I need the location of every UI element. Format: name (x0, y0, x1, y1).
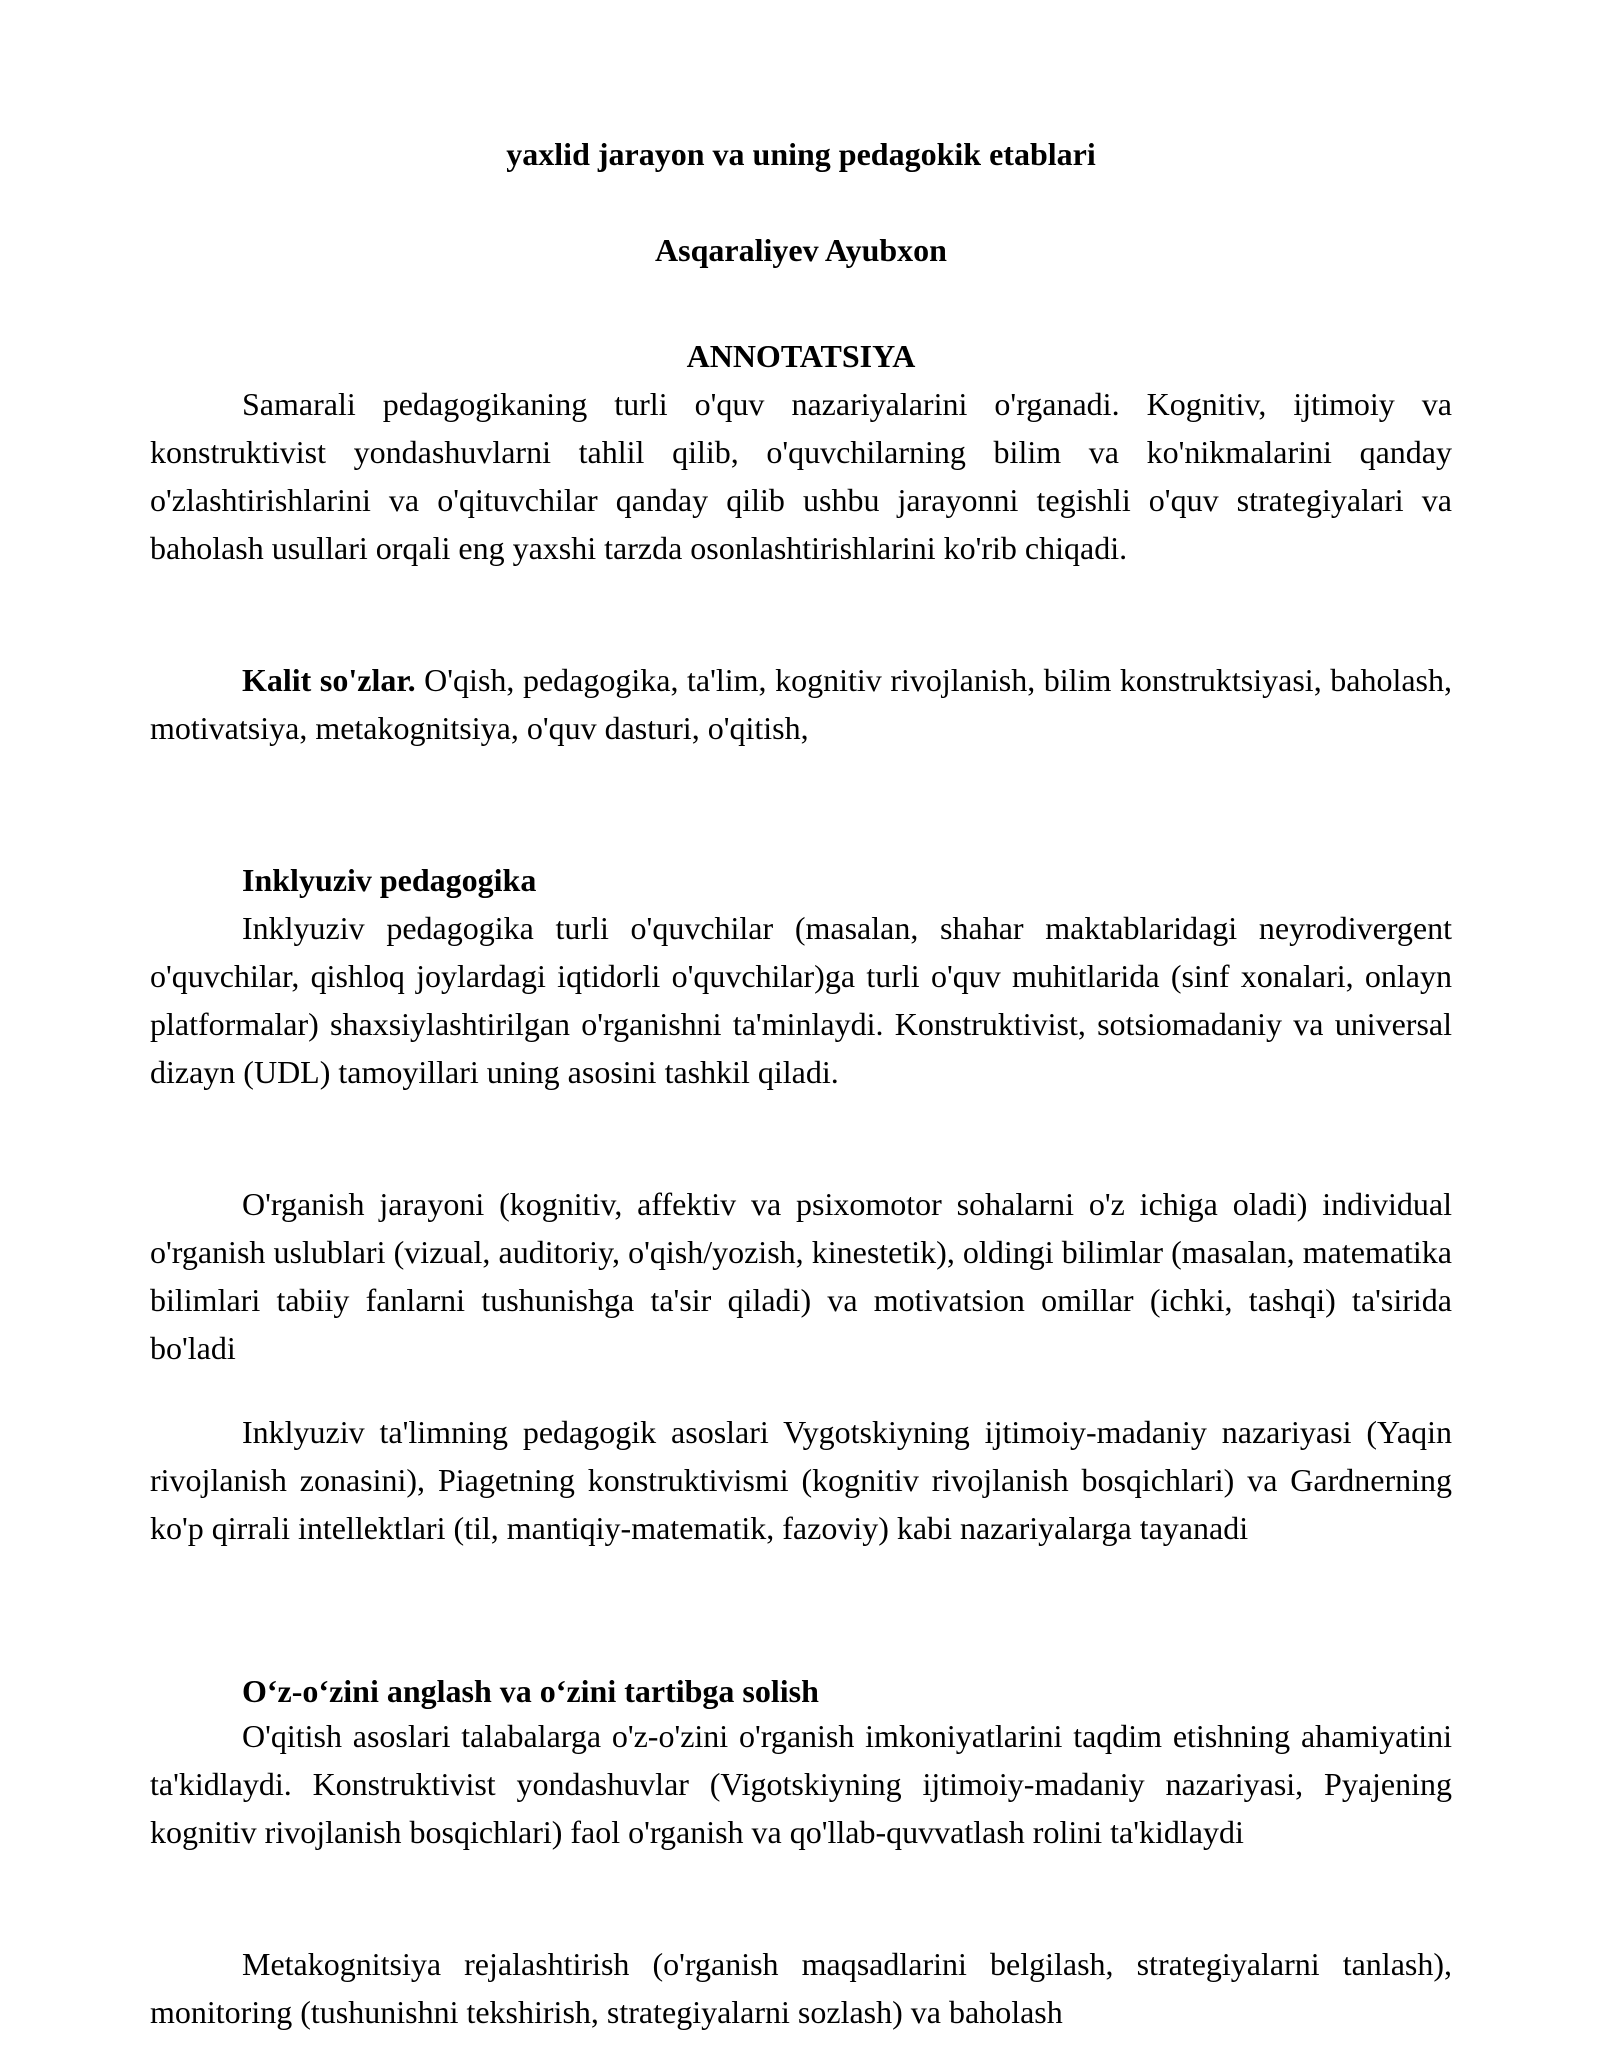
keywords-paragraph (150, 656, 1452, 752)
section-heading-self-regulation: O‘z-o‘zini anglash va o‘zini tartibga solish (242, 1673, 819, 1709)
inclusive-paragraph-1: Inklyuziv pedagogika turli o'quvchilar (masalan, shahar maktablaridagi neyrodivergent o'quvchilar, qishloq joylardagi iqtidorli o'quvchilar)ga turli o'quv muhitlarida (sinf xonalari, onlayn platformalar) shaxsiylashtirilgan o'rganishni ta'minlaydi. Konstruktivist, sotsiomadaniy va universal dizayn (UDL) tamoyillari uning asosini tashkil qiladi. (150, 910, 1452, 1090)
self-regulation-paragraph-1: O'qitish asoslari talabalarga o'z-o'zini o'rganish imkoniyatlarini taqdim etishning ahamiyatini ta'kidlaydi. Konstruktivist yondashuvlar (Vigotskiyning ijtimoiy-madaniy nazariyasi, Pyajening kognitiv rivojlanish bosqichlari) faol o'rganish va qo'llab-quvvatlash rolini ta'kidlaydi (150, 1718, 1452, 1850)
inclusive-paragraph-2: O'rganish jarayoni (kognitiv, affektiv va psixomotor sohalarni o'z ichiga oladi) individual o'rganish uslublari (vizual, auditoriy, o'qish/yozish, kinestetik), oldingi bilimlar (masalan, matematika bilimlari tabiiy fanlarni tushunishga ta'sir qiladi) va motivatsion omillar (ichki, tashqi) ta'sirida bo'ladi (150, 1186, 1452, 1366)
annotation-heading: ANNOTATSIYA (686, 338, 916, 374)
self-regulation-paragraph-2: Metakognitsiya rejalashtirish (o'rganish maqsadlarini belgilash, strategiyalarni tanlash), monitoring (tushunishni tekshirish, strategiyalarni sozlash) va baholash (150, 1946, 1452, 2030)
author-name: Asqaraliyev Ayubxon (655, 232, 947, 268)
document-title: yaxlid jarayon va uning pedagokik etablari (506, 136, 1096, 172)
inclusive-paragraph-3: Inklyuziv ta'limning pedagogik asoslari Vygotskiyning ijtimoiy-madaniy nazariyasi (Yaqin rivojlanish zonasini), Piagetning konstruktivismi (kognitiv rivojlanish bosqichlari) va Gardnerning ko'p qirrali intellektlari (til, mantiqiy-matematik, fazoviy) kabi nazariyalarga tayanadi (150, 1414, 1452, 1546)
abstract-paragraph: Samarali pedagogikaning turli o'quv nazariyalarini o'rganadi. Kognitiv, ijtimoiy va konstruktivist yondashuvlarni tahlil qilib, o'quvchilarning bilim va ko'nikmalarini qanday o'zlashtirishlarini va o'qituvchilar qanday qilib ushbu jarayonni tegishli o'quv strategiyalari va baholash usullari orqali eng yaxshi tarzda osonlashtirishlarini ko'rib chiqadi. (150, 386, 1452, 566)
keywords-text: O'qish, pedagogika, ta'lim, kognitiv rivojlanish, bilim konstruktsiyasi, baholash, motivatsiya, metakognitsiya, o'quv dasturi, o'qitish, (150, 662, 1453, 746)
keywords-label: Kalit so'zlar. (242, 662, 416, 698)
section-heading-inclusive: Inklyuziv pedagogika (242, 862, 537, 898)
